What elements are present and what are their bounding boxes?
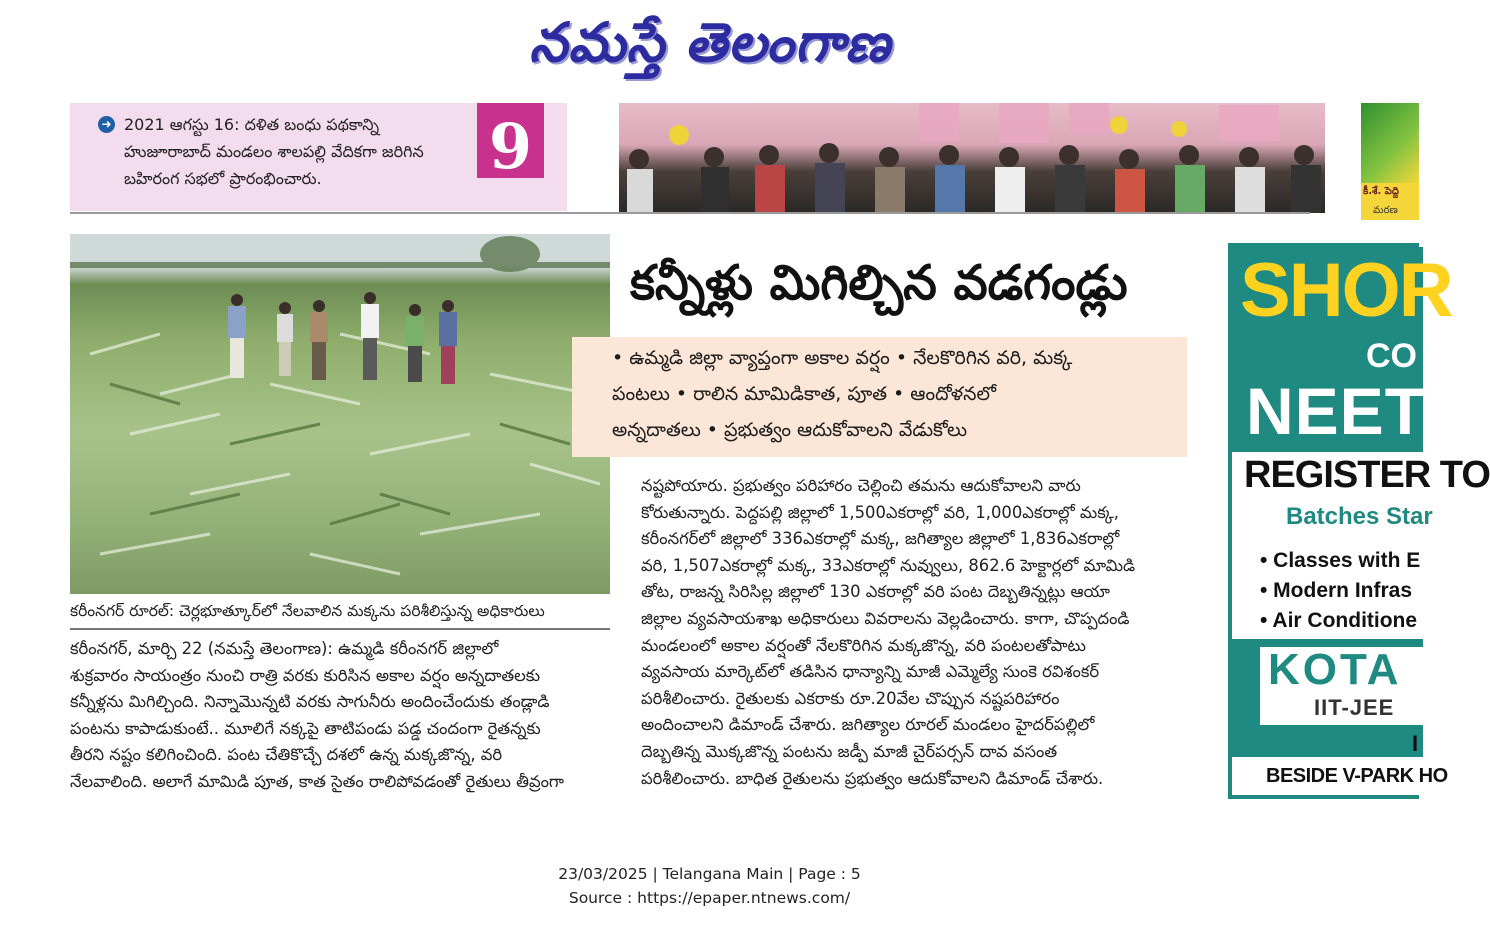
body-line: నష్టపోయారు. ప్రభుత్వం పరిహారం చెల్లించి తమను ఆదుకోవాలని వారు xyxy=(641,476,1081,495)
ad-batches: Batches Star xyxy=(1286,503,1433,530)
crop-damage-photo xyxy=(70,234,610,594)
footer-date-page: 23/03/2025 | Telangana Main | Page : 5 xyxy=(558,865,861,883)
rally-photo xyxy=(619,103,1325,213)
newspaper-masthead: నమస్తే తెలంగాణ xyxy=(529,10,891,74)
body-line: తోట, రాజన్న సిరిసిల్ల జిల్లాలో 130 ఎకరాల్లో వరి పంట దెబ్బతిన్నట్లు ఆయా xyxy=(641,582,1110,602)
info-line: బహిరంగ సభలో ప్రారంభించారు. xyxy=(124,169,322,188)
body-line: కోరుతున్నారు. పెద్దపల్లి జిల్లాలో 1,500ఎకరాల్లో వరి, 1,000ఎకరాల్లో మక్క, xyxy=(641,502,1119,522)
body-line: అందించాలని డిమాండ్ చేశారు. జగిత్యాల రూరల్ మండలం హైదర్‌పల్లిలో xyxy=(641,715,1095,735)
article-headline: కన్నీళ్లు మిగిల్చిన వడగండ్లు xyxy=(630,255,1128,311)
info-box-text xyxy=(124,111,484,192)
section-divider xyxy=(70,212,1310,214)
body-line: వరి, 1,507ఎకరాల్లో మక్క, 33ఎకరాల్లో నువ్వులు, 862.6 హెక్టార్లలో మామిడి xyxy=(641,555,1136,575)
body-line: మండలంలో అకాల వర్షంతో నేలకొరిగిన మక్కజొన్న, వరి పంటలతోపాటు xyxy=(641,635,1086,655)
ad-title: SHOR xyxy=(1240,248,1452,333)
body-line: వ్యవసాయ మార్కెట్‌లో తడిసిన ధాన్యాన్ని మాజీ ఎమ్మెల్యే సుంకె రవిశంకర్ xyxy=(641,662,1100,682)
body-line: పరిశీలించారు. బాధిత రైతులను ప్రభుత్వం ఆదుకోవాలని డిమాండ్ చేశారు. xyxy=(641,768,1104,788)
highlight-line: పంటలు • రాలిన మామిడికాత, పూత • ఆందోళనలో xyxy=(612,383,997,405)
info-box xyxy=(70,103,567,211)
body-line: పంటను కాపాడుకుంటే.. మూలిగే నక్కపై తాటిపండు పడ్డ చందంగా రైతన్నకు xyxy=(70,718,541,738)
article-body-right xyxy=(641,473,1186,792)
info-line: హుజూరాబాద్ మండలం శాలపల్లి వేదికగా జరిగిన xyxy=(124,142,424,161)
ad-address: BESIDE V-PARK HO xyxy=(1266,765,1448,787)
body-line: జిల్లాల వ్యవసాయశాఖ అధికారులు వివరాలను వెల్లడించారు. కాగా, చొప్పదండి xyxy=(641,608,1130,628)
highlight-line: అన్నదాతలు • ప్రభుత్వం ఆదుకోవాలని వేడుకోలు xyxy=(612,419,968,441)
ad-text: I xyxy=(1412,731,1419,756)
photo-caption: కరీంనగర్ రూరల్: చెర్లభూత్కూర్‌లో నేలవాలిన మక్కను పరిశీలిస్తున్న అధికారులు xyxy=(70,602,545,620)
article-body-left xyxy=(70,636,615,796)
caption-divider xyxy=(70,628,610,630)
highlights-box xyxy=(572,337,1187,457)
body-line: శుక్రవారం సాయంత్రం నుంచి రాత్రి వరకు కురిసిన అకాల వర్షం అన్నదాతలకు xyxy=(70,665,541,685)
arrow-circle-icon: ➜ xyxy=(98,116,115,133)
crop-photo-illustration xyxy=(70,234,610,594)
info-line: 2021 ఆగస్టు 16: దళిత బంధు పథకాన్ని xyxy=(124,115,379,134)
footer-source: Source : https://epaper.ntnews.com/ xyxy=(568,889,851,907)
page-footer xyxy=(0,862,1419,910)
ad-brand: KOTA xyxy=(1268,645,1402,694)
body-line: తీరని నష్టం కలిగించింది. పంట చేతికొచ్చే దశలో ఉన్న మక్కజొన్న, వరి xyxy=(70,745,503,765)
advertisement-neet-coaching xyxy=(1228,243,1490,799)
ad-register: REGISTER TO xyxy=(1244,454,1490,496)
ad-text: మరణ xyxy=(1373,205,1398,216)
ad-neet: NEET xyxy=(1246,374,1427,448)
ad-course: IIT-JEE xyxy=(1314,695,1395,720)
ad-subtitle: CO xyxy=(1366,337,1417,375)
body-line: పరిశీలించారు. రైతులకు ఎకరాకు రూ.20వేల చొప్పున నష్టపరిహారం xyxy=(641,688,1060,708)
rally-photo-illustration xyxy=(619,103,1325,213)
ad-text: కీ.శే. పెద్ది xyxy=(1363,186,1399,197)
body-line: నేలవాలింది. అలాగే మామిడి పూత, కాత సైతం రాలిపోవడంతో రైతులు తీవ్రంగా xyxy=(70,771,565,791)
quote-mark-icon: 9 xyxy=(477,103,544,178)
body-line: కన్నీళ్లను మిగిల్చింది. నిన్నామొన్నటి వరకు సాగునీరు అందించేందుకు తండ్లాడి xyxy=(70,692,550,712)
ad-bullet: • Classes with E xyxy=(1260,549,1421,572)
highlight-line: • ఉమ్మడి జిల్లా వ్యాప్తంగా అకాల వర్షం • నేలకొరిగిన వరి, మక్క xyxy=(612,347,1073,369)
ad-bullet: • Air Conditione xyxy=(1260,609,1418,632)
ad-graphic xyxy=(1361,103,1419,183)
body-line: కరీంనగర్, మార్చి 22 (నమస్తే తెలంగాణ): ఉమ్మడి కరీంనగర్ జిల్లాలో xyxy=(70,639,499,658)
ad-bullet: • Modern Infras xyxy=(1260,579,1413,602)
body-line: కరీంనగర్‌లో జిల్లాలో 336ఎకరాల్లో మక్క, జగిత్యాల జిల్లాలో 1,836ఎకరాల్లో xyxy=(641,529,1120,549)
advertisement-obituary xyxy=(1361,103,1419,220)
body-line: దెబ్బతిన్న మొక్కజొన్న పంటను జడ్పీ మాజీ చైర్‌పర్సన్ దావ వసంత xyxy=(641,741,1058,761)
